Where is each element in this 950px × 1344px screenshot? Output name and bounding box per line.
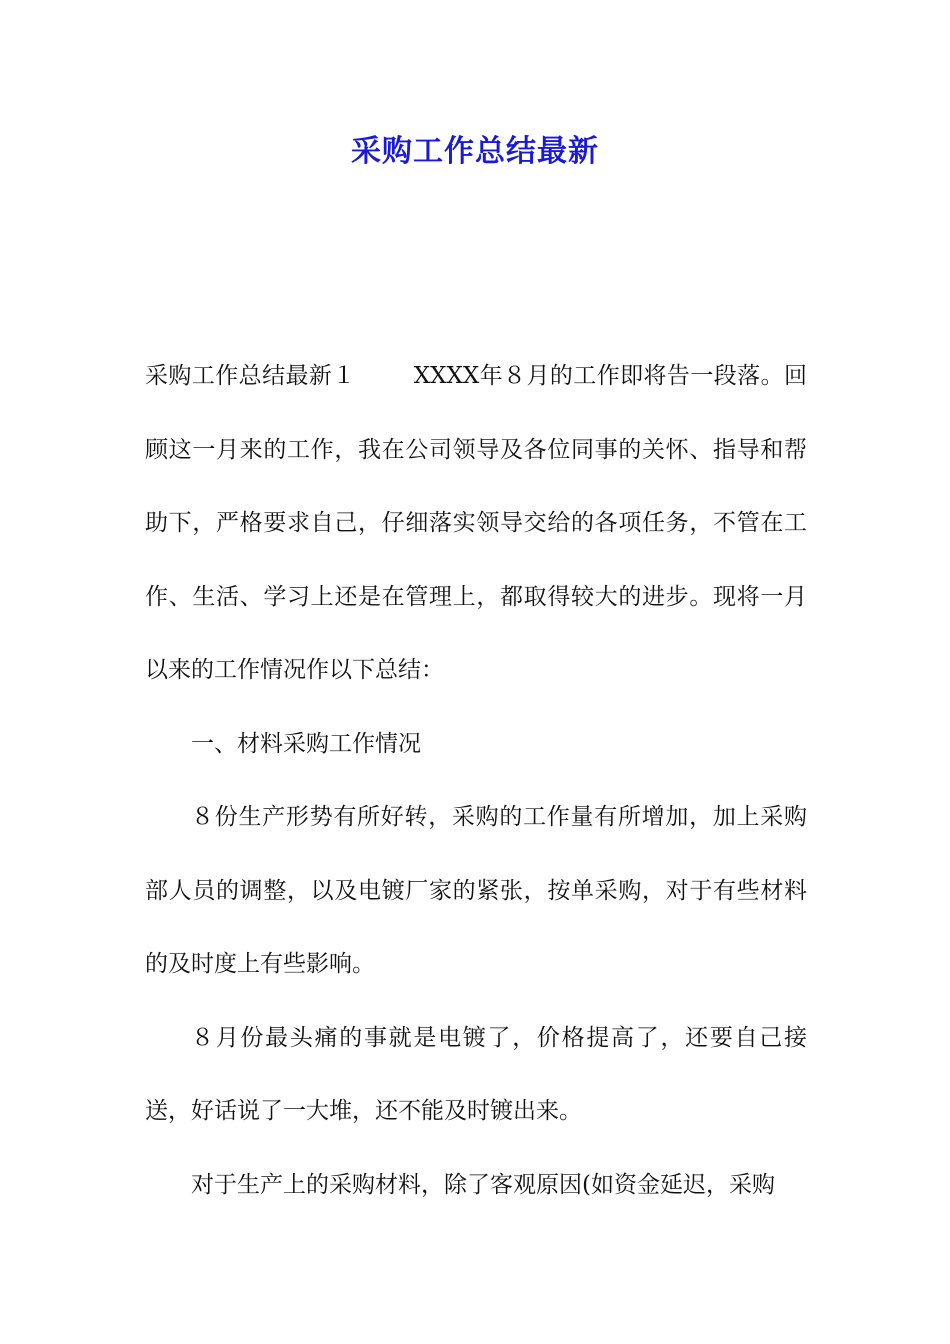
- paragraph-text: 对于生产上的采购材料，除了客观原因(如资金延迟，采购: [191, 1171, 775, 1198]
- paragraph-text: XXXX年８月的工作即将告一段落。回顾这一月来的工作，我在公司领导及各位同事的关怀、指导和帮助下，严格要求自己，仔细落实领导交给的各项任务，不管在工作、生活、学习上还是在管理上，都取得较大的进步。现将一月以来的工作情况作以下总结：: [145, 363, 807, 683]
- document-title: 采购工作总结最新: [351, 134, 599, 169]
- paragraph-intro: [145, 340, 807, 708]
- section-heading: 一、材料采购工作情况: [191, 730, 421, 757]
- paragraph-text: ８月份最头痛的事就是电镀了，价格提高了，还要自己接送，好话说了一大堆，还不能及时镀出来。: [145, 1024, 807, 1124]
- document-body: [145, 340, 807, 1222]
- paragraph-lead: 采购工作总结最新１: [145, 363, 356, 389]
- paragraph-text: ８份生产形势有所好转，采购的工作量有所增加，加上采购部人员的调整，以及电镀厂家的紧张，按单采购，对于有些材料的及时度上有些影响。: [145, 804, 807, 977]
